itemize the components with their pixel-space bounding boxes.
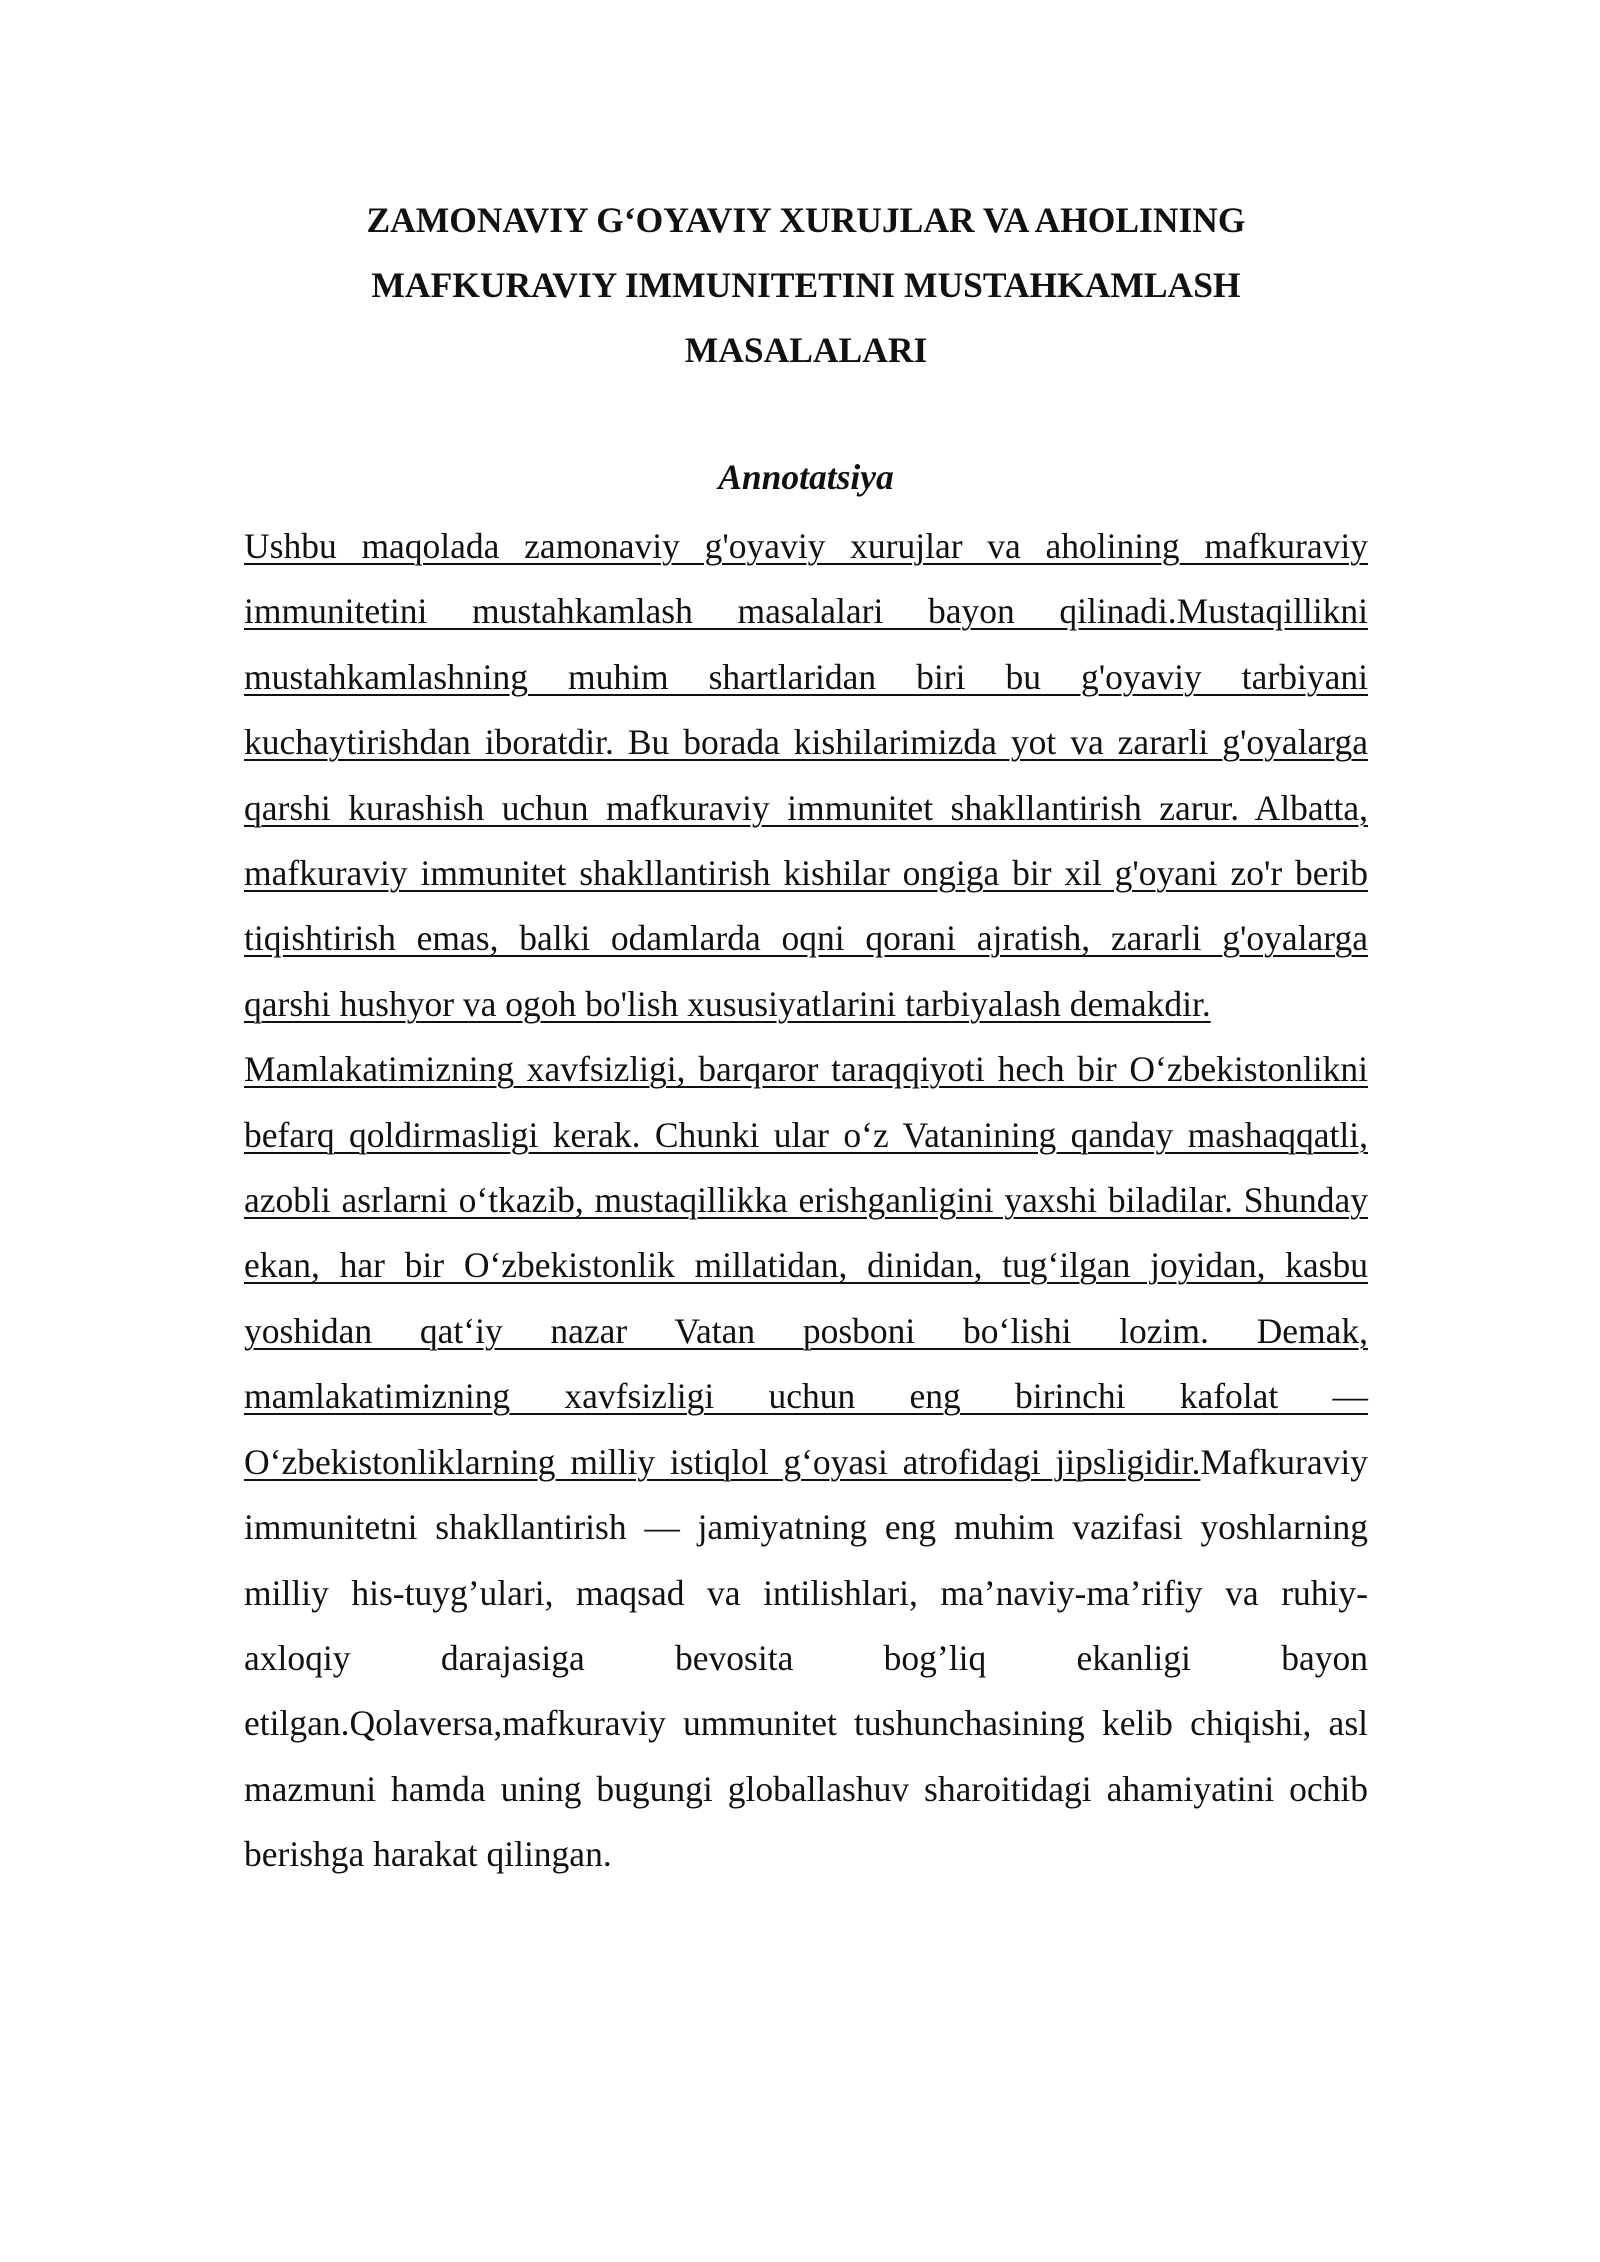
- annotation-body: [244, 514, 1368, 1888]
- paragraph-2-plain-text: Mafkuraviy immunitetni shakllantirish — jamiyatning eng muhim vazifasi yoshlarning milliy his-tuyg’ulari, maqsad va intilishlari, ma’naviy-ma’rifiy va ruhiy-axloqiy darajasiga bevosita bog’liq ekanligi bayon etilgan.Qolaversa,mafkuraviy ummunitet tushunchasining kelib chiqishi, asl mazmuni hamda uning bugungi globallashuv sharoitidagi ahamiyatini ochib berishga harakat qilingan.: [244, 1441, 1368, 1875]
- title-line-3: MASALALARI: [684, 330, 928, 370]
- title-line-2: MAFKURAVIY IMMUNITETINI MUSTAHKAMLASH: [371, 265, 1241, 305]
- paragraph-1-text: Ushbu maqolada zamonaviy g'oyaviy xurujlar va aholining mafkuraviy immunitetini mustahkamlash masalalari bayon qilinadi.Mustaqillikni mustahkamlashning muhim shartlaridan biri bu g'oyaviy tarbiyani kuchaytirishdan iboratdir. Bu borada kishilarimizda yot va zararli g'oyalarga qarshi kurashish uchun mafkuraviy immunitet shakllantirish zarur. Albatta, mafkuraviy immunitet shakllantirish kishilar ongiga bir xil g'oyani zo'r berib tiqishtirish emas, balki odamlarda oqni qorani ajratish, zararli g'oyalarga qarshi hushyor va ogoh bo'lish xususiyatlarini tarbiyalash demakdir.: [244, 526, 1368, 1024]
- annotation-paragraph-2: [244, 1037, 1368, 1887]
- title-line-1: ZAMONAVIY G‘OYAVIY XURUJLAR VA AHOLINING: [366, 200, 1246, 240]
- paragraph-2-underlined-text: Mamlakatimizning xavfsizligi, barqaror taraqqiyoti hech bir O‘zbekistonlikni befarq qoldirmasligi kerak. Chunki ular o‘z Vatanining qanday mashaqqatli, azobli asrlarni o‘tkazib, mustaqillikka erishganligini yaxshi biladilar. Shunday ekan, har bir O‘zbekistonlik millatidan, dinidan, tug‘ilgan joyidan, kasbu yoshidan qat‘iy nazar Vatan posboni bo‘lishi lozim. Demak, mamlakatimizning xavfsizligi uchun eng birinchi kafolat — O‘zbekistonliklarning milliy istiqlol g‘oyasi atrofidagi jipsligidir.: [244, 1049, 1368, 1482]
- document-title: [244, 188, 1368, 383]
- section-heading-annotatsiya: Annotatsiya: [718, 457, 894, 497]
- annotation-paragraph-1: [244, 514, 1368, 1037]
